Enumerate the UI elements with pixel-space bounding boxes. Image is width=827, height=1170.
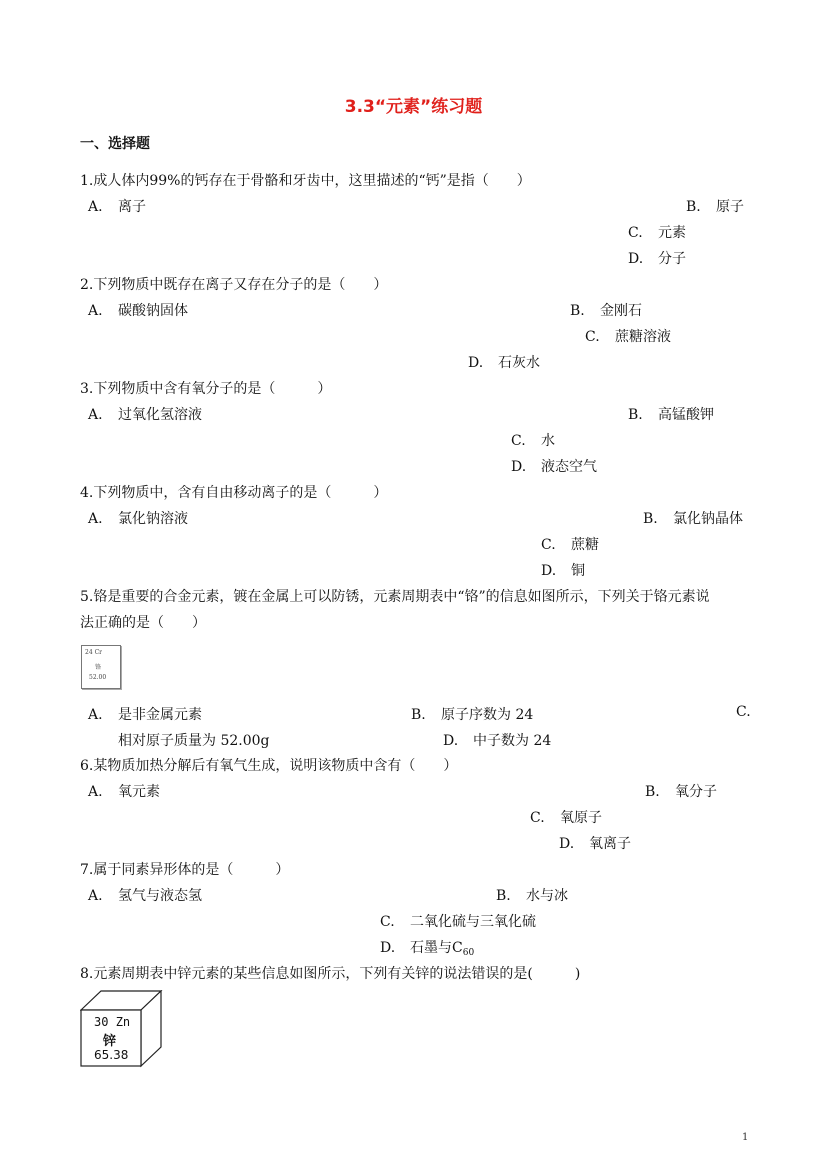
question-7-option-a[interactable]: A. 氢气与液态氢 — [88, 888, 202, 904]
question-3-option-c[interactable]: C. 水 — [511, 433, 555, 449]
question-1-option-a[interactable]: A. 离子 — [88, 199, 146, 215]
chromium-atomic-mass: 52.00 — [89, 674, 107, 681]
question-8-stem: 8.元素周期表中锌元素的某些信息如图所示，下列有关锌的说法错误的是( ) — [80, 966, 581, 982]
question-3-option-d[interactable]: D. 液态空气 — [511, 459, 597, 475]
question-3-option-b[interactable]: B. 高锰酸钾 — [628, 407, 714, 423]
page-number: 1 — [742, 1132, 749, 1143]
question-7-option-b[interactable]: B. 水与冰 — [496, 888, 568, 904]
question-2-option-a[interactable]: A. 碳酸钠固体 — [88, 303, 188, 319]
question-1-option-b[interactable]: B. 原子 — [686, 199, 744, 215]
question-1-stem: 1.成人体内99%的钙存在于骨骼和牙齿中，这里描述的“钙”是指（ ） — [80, 173, 531, 189]
zinc-atomic-number: 30 — [94, 1015, 109, 1029]
zinc-name: 锌 — [103, 1034, 117, 1049]
question-1-option-c[interactable]: C. 元素 — [628, 225, 686, 241]
zinc-symbol: Zn — [115, 1015, 131, 1029]
question-2-stem: 2.下列物质中既存在离子又存在分子的是（ ） — [80, 277, 388, 293]
question-5-stem-continued: 法正确的是（ ） — [80, 615, 206, 631]
zinc-atomic-mass: 65.38 — [94, 1048, 129, 1062]
question-4-option-c[interactable]: C. 蔗糖 — [541, 537, 599, 553]
question-1-option-d[interactable]: D. 分子 — [628, 251, 686, 267]
question-7-stem: 7.属于同素异形体的是（ ） — [80, 862, 290, 878]
section-heading: 一、选择题 — [80, 136, 150, 152]
question-4-option-a[interactable]: A. 氯化钠溶液 — [88, 511, 188, 527]
page-title: 3.3“元素”练习题 — [344, 97, 483, 117]
question-5-option-c-text[interactable]: 相对原子质量为 52.00g — [118, 733, 270, 749]
question-6-option-c[interactable]: C. 氧原子 — [530, 810, 602, 826]
question-5-option-a[interactable]: A. 是非金属元素 — [88, 707, 202, 723]
question-6-option-d[interactable]: D. 氧离子 — [559, 836, 631, 852]
chromium-element-figure — [81, 645, 121, 689]
question-5-option-d[interactable]: D. 中子数为 24 — [443, 733, 552, 749]
question-3-stem: 3.下列物质中含有氧分子的是（ ） — [80, 381, 332, 397]
question-2-option-c[interactable]: C. 蔗糖溶液 — [585, 329, 671, 345]
question-4-option-d[interactable]: D. 铜 — [541, 563, 585, 579]
question-3-option-a[interactable]: A. 过氧化氢溶液 — [88, 407, 202, 423]
question-4-stem: 4.下列物质中，含有自由移动离子的是（ ） — [80, 485, 388, 501]
question-6-option-b[interactable]: B. 氧分子 — [645, 784, 717, 800]
question-5-stem: 5.铬是重要的合金元素，镀在金属上可以防锈，元素周期表中“铬”的信息如图所示，下列关于铬元素说 — [80, 589, 710, 605]
chromium-name: 铬 — [95, 664, 102, 671]
question-7-option-c[interactable]: C. 二氧化硫与三氧化硫 — [380, 914, 536, 930]
chromium-symbol: Cr — [94, 649, 103, 656]
question-7-option-d[interactable]: D. 石墨与$C_{60}$ — [380, 940, 475, 958]
question-2-option-b[interactable]: B. 金刚石 — [570, 303, 642, 319]
question-6-stem: 6.某物质加热分解后有氧气生成，说明该物质中含有（ ） — [80, 758, 458, 774]
question-4-option-b[interactable]: B. 氯化钠晶体 — [643, 511, 743, 527]
question-5-option-b[interactable]: B. 原子序数为 24 — [411, 707, 534, 723]
chromium-atomic-number: 24 — [85, 649, 93, 656]
question-5-option-c-letter[interactable]: C. — [736, 704, 751, 720]
question-6-option-a[interactable]: A. 氧元素 — [88, 784, 160, 800]
question-2-option-d[interactable]: D. 石灰水 — [468, 355, 540, 371]
